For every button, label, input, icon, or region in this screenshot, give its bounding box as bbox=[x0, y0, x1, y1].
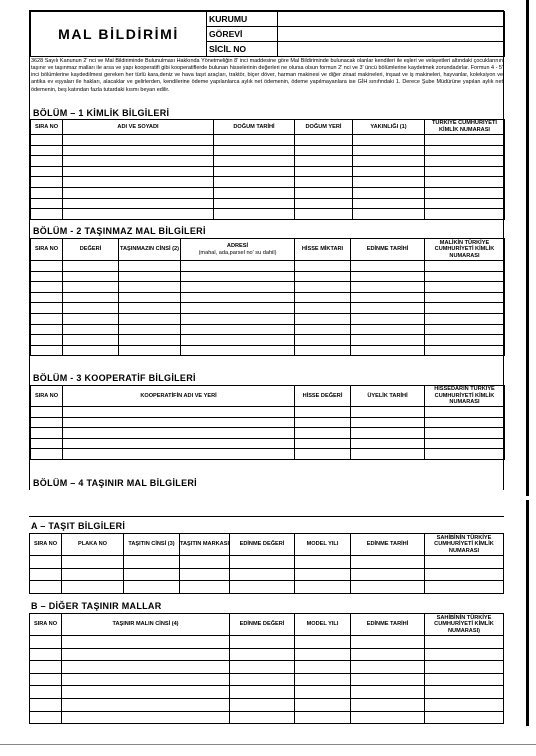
table-cell[interactable] bbox=[295, 313, 351, 324]
table-cell[interactable] bbox=[119, 313, 181, 324]
table-cell[interactable] bbox=[119, 282, 181, 293]
table-cell[interactable] bbox=[119, 345, 181, 356]
table-row bbox=[31, 335, 505, 346]
table-row bbox=[31, 271, 505, 282]
table-cell[interactable] bbox=[230, 698, 295, 711]
table-cell[interactable] bbox=[62, 698, 230, 711]
table-cell[interactable] bbox=[180, 556, 230, 569]
table-cell[interactable] bbox=[295, 135, 353, 146]
table-cell[interactable] bbox=[295, 686, 351, 699]
table-cell[interactable] bbox=[230, 581, 295, 594]
table-row bbox=[31, 292, 505, 303]
table-row bbox=[31, 166, 505, 177]
table-cell[interactable] bbox=[351, 303, 425, 314]
table-cell[interactable] bbox=[181, 313, 295, 324]
table-cell[interactable] bbox=[230, 711, 295, 724]
table-cell[interactable] bbox=[351, 673, 425, 686]
table-cell[interactable] bbox=[295, 156, 353, 167]
table-cell[interactable] bbox=[351, 438, 425, 449]
table-cell[interactable] bbox=[31, 177, 63, 188]
table-cell[interactable] bbox=[351, 261, 425, 272]
section-3-title: BÖLÜM - 3 KOOPERATİF BİLGİLERİ bbox=[33, 373, 196, 383]
table-cell[interactable] bbox=[181, 335, 295, 346]
table-row bbox=[31, 135, 505, 146]
col-header: TAŞINMAZIN CİNSİ (2) bbox=[119, 239, 181, 261]
col-header: TAŞINIR MALIN CİNSİ (4) bbox=[62, 614, 230, 636]
table-cell[interactable] bbox=[351, 313, 425, 324]
table-cell[interactable] bbox=[353, 145, 425, 156]
table-cell[interactable] bbox=[351, 345, 425, 356]
table-cell[interactable] bbox=[63, 345, 119, 356]
table-cell[interactable] bbox=[214, 145, 295, 156]
table-cell[interactable] bbox=[353, 166, 425, 177]
table-cell[interactable] bbox=[30, 686, 62, 699]
table-cell[interactable] bbox=[124, 581, 180, 594]
col-header: TÜRKİYE CUMHURİYETİ KİMLİK NUMARASI bbox=[425, 120, 505, 135]
table-cell[interactable] bbox=[63, 428, 295, 439]
table-cell[interactable] bbox=[353, 135, 425, 146]
table-row bbox=[31, 282, 505, 293]
table-cell[interactable] bbox=[31, 198, 63, 209]
col-header: EDİNME TARİHİ bbox=[351, 614, 425, 636]
header-field-sicil[interactable] bbox=[278, 42, 505, 57]
table-row bbox=[30, 686, 504, 699]
table-cell[interactable] bbox=[63, 145, 214, 156]
table-cell[interactable] bbox=[63, 335, 119, 346]
col-header: DOĞUM YERİ bbox=[295, 120, 353, 135]
table-cell[interactable] bbox=[62, 686, 230, 699]
table-cell[interactable] bbox=[351, 292, 425, 303]
table-cell[interactable] bbox=[31, 166, 63, 177]
table-cell[interactable] bbox=[30, 556, 62, 569]
col-header: HİSSE DEĞERİ bbox=[295, 386, 351, 407]
col-header: MALİKİN TÜRKİYE CUMHURİYETİ KİMLİK NUMARASI bbox=[425, 239, 505, 261]
col-header bbox=[181, 239, 295, 261]
table-cell[interactable] bbox=[295, 673, 351, 686]
table-cell[interactable] bbox=[31, 345, 63, 356]
table-cell[interactable] bbox=[425, 428, 505, 439]
table-cell[interactable] bbox=[295, 292, 351, 303]
table-cell[interactable] bbox=[295, 661, 351, 674]
table-cell[interactable] bbox=[30, 711, 62, 724]
col-header: SIRA NO bbox=[30, 614, 62, 636]
table-cell[interactable] bbox=[181, 292, 295, 303]
table-cell[interactable] bbox=[295, 345, 351, 356]
table-cell[interactable] bbox=[351, 648, 425, 661]
table-cell[interactable] bbox=[31, 313, 63, 324]
table-cell[interactable] bbox=[295, 282, 351, 293]
table-cell[interactable] bbox=[62, 581, 124, 594]
table-cell[interactable] bbox=[119, 292, 181, 303]
col-header: TAŞITIN CİNSİ (3) bbox=[124, 534, 180, 556]
table-row bbox=[31, 303, 505, 314]
address-hint: (mahal, ada,parsel no' su dahil) bbox=[198, 249, 277, 256]
table-cell[interactable] bbox=[63, 407, 295, 418]
table-cell[interactable] bbox=[353, 198, 425, 209]
col-header: KOOPERATİFİN ADI VE YERİ bbox=[63, 386, 295, 407]
header-label-sicil: SİCİL NO bbox=[207, 42, 278, 57]
table-cell[interactable] bbox=[295, 648, 351, 661]
table-cell[interactable] bbox=[31, 261, 63, 272]
table-cell[interactable] bbox=[425, 698, 504, 711]
col-header: HİSSEDARIN TÜRKİYE CUMHURİYETİ KİMLİK NUMARASI bbox=[425, 386, 505, 407]
col-header: YAKINLIĞI (1) bbox=[353, 120, 425, 135]
table-cell[interactable] bbox=[31, 417, 63, 428]
table-cell[interactable] bbox=[62, 556, 124, 569]
table-cell[interactable] bbox=[351, 407, 425, 418]
table-cell[interactable] bbox=[62, 673, 230, 686]
table-row bbox=[30, 556, 504, 569]
table-cell[interactable] bbox=[119, 324, 181, 335]
table-cell[interactable] bbox=[425, 711, 504, 724]
table-cell[interactable] bbox=[31, 324, 63, 335]
table-cell[interactable] bbox=[425, 661, 504, 674]
table-cell[interactable] bbox=[353, 156, 425, 167]
table-cell[interactable] bbox=[63, 438, 295, 449]
section-4-title: BÖLÜM – 4 TAŞINIR MAL BİLGİLERİ bbox=[33, 478, 197, 488]
section-a-title: A – TAŞIT BİLGİLERİ bbox=[31, 521, 126, 531]
table-cell[interactable] bbox=[63, 324, 119, 335]
table-cell[interactable] bbox=[124, 568, 180, 581]
table-cell[interactable] bbox=[295, 428, 351, 439]
col-header: DEĞERİ bbox=[63, 239, 119, 261]
form-header bbox=[30, 11, 505, 57]
col-header: DOĞUM TARİHİ bbox=[214, 120, 295, 135]
table-cell[interactable] bbox=[425, 556, 504, 569]
col-header: SIRA NO bbox=[30, 534, 62, 556]
table-cell[interactable] bbox=[31, 271, 63, 282]
table-cell[interactable] bbox=[351, 449, 425, 460]
table-row bbox=[30, 568, 504, 581]
table-cell[interactable] bbox=[353, 209, 425, 220]
table-cell[interactable] bbox=[425, 145, 505, 156]
table-cell[interactable] bbox=[30, 698, 62, 711]
table-cell[interactable] bbox=[214, 135, 295, 146]
table-cell[interactable] bbox=[214, 166, 295, 177]
table-row bbox=[30, 698, 504, 711]
table-cell[interactable] bbox=[425, 449, 505, 460]
table-row bbox=[31, 324, 505, 335]
table-cell[interactable] bbox=[63, 271, 119, 282]
table-cell[interactable] bbox=[31, 438, 63, 449]
table-row bbox=[30, 673, 504, 686]
table-cell[interactable] bbox=[295, 711, 351, 724]
table-cell[interactable] bbox=[295, 324, 351, 335]
col-header: SAHİBİNİN TÜRKİYE CUMHURİYETİ KİMLİK NUMARASI) bbox=[425, 614, 504, 636]
col-header: SIRA NO bbox=[31, 386, 63, 407]
table-cell[interactable] bbox=[31, 156, 63, 167]
table-cell[interactable] bbox=[425, 581, 504, 594]
table-row bbox=[30, 636, 504, 649]
table-cell[interactable] bbox=[295, 187, 353, 198]
table-cell[interactable] bbox=[351, 581, 425, 594]
section-b-title: B – DİĞER TAŞINIR MALLAR bbox=[31, 601, 162, 611]
table-cell[interactable] bbox=[295, 209, 353, 220]
table-cell[interactable] bbox=[230, 568, 295, 581]
page-edge bbox=[526, 0, 529, 496]
table-cell[interactable] bbox=[62, 661, 230, 674]
table-cell[interactable] bbox=[181, 345, 295, 356]
table-cell[interactable] bbox=[353, 177, 425, 188]
table-cell[interactable] bbox=[181, 282, 295, 293]
section-2-table bbox=[30, 238, 505, 356]
table-row bbox=[31, 345, 505, 356]
table-cell[interactable] bbox=[31, 428, 63, 439]
table-cell[interactable] bbox=[295, 698, 351, 711]
table-cell[interactable] bbox=[63, 198, 214, 209]
table-cell[interactable] bbox=[425, 636, 504, 649]
header-field-kurum[interactable] bbox=[278, 12, 505, 27]
table-row bbox=[31, 407, 505, 418]
table-cell[interactable] bbox=[425, 324, 505, 335]
table-cell[interactable] bbox=[425, 292, 505, 303]
table-cell[interactable] bbox=[230, 648, 295, 661]
table-cell[interactable] bbox=[62, 636, 230, 649]
form-page-2 bbox=[29, 516, 504, 728]
table-cell[interactable] bbox=[425, 261, 505, 272]
table-row bbox=[31, 313, 505, 324]
section-2-title: BÖLÜM - 2 TAŞINMAZ MAL BİLGİLERİ bbox=[33, 226, 206, 236]
table-cell[interactable] bbox=[295, 636, 351, 649]
intro-paragraph: 3628 Sayılı Kanunun 2' nci ve Mal Bildiriminde Bulunulması Hakkında Yönetmeliğin 8' inci maddesine göre Mal Bildiriminde bulunacak olanlar kendileri ile eşleri ve velayetleri altındaki çocuklarının taşınır ve taşınmaz malları ile arsa ve yapı kooperatifi gibi kooperatiflerde bulunan hisselerinin değerleri ne olursa olsun formun 2' nci ve 3' üncü bölümlerine kaydetmek zorundadırlar. Formun 4 - 5' inci bölümlerine kaydedilmesi gereken her türlü kara,deniz ve hava taşıt araçları, traktör, biçer döver, harman makinesi ve diğer ziraat makineleri, inşaat ve iş makineleri, hayvanlar, koleksiyon ve antika ev eşyaları ile hakları, alacaklar ve gelirlerden, kendilerine ödeme yapılanlarca aylık net ödemenin, ödeme yapılmayanlara ise GİH sınıfındaki 1. Derece Şube Müdürüne yapılan aylık net ödemenin, beş katından fazla tutardaki kısmı beyan edilir. bbox=[31, 58, 503, 93]
col-header: EDİNME DEĞERİ bbox=[230, 534, 295, 556]
table-cell[interactable] bbox=[295, 438, 351, 449]
table-cell[interactable] bbox=[214, 156, 295, 167]
table-cell[interactable] bbox=[425, 335, 505, 346]
col-header: SAHİBİNİN TÜRKİYE CUMHURİYETİ KİMLİK NUMARASI bbox=[425, 534, 504, 556]
table-cell[interactable] bbox=[425, 686, 504, 699]
table-cell[interactable] bbox=[214, 177, 295, 188]
table-cell[interactable] bbox=[181, 324, 295, 335]
table-cell[interactable] bbox=[425, 135, 505, 146]
table-cell[interactable] bbox=[63, 166, 214, 177]
table-cell[interactable] bbox=[30, 661, 62, 674]
table-cell[interactable] bbox=[181, 271, 295, 282]
table-cell[interactable] bbox=[425, 198, 505, 209]
table-row bbox=[31, 438, 505, 449]
table-row bbox=[31, 428, 505, 439]
table-cell[interactable] bbox=[30, 636, 62, 649]
table-cell[interactable] bbox=[295, 581, 351, 594]
table-cell[interactable] bbox=[295, 556, 351, 569]
table-cell[interactable] bbox=[119, 335, 181, 346]
table-cell[interactable] bbox=[63, 135, 214, 146]
table-cell[interactable] bbox=[351, 698, 425, 711]
table-cell[interactable] bbox=[351, 324, 425, 335]
table-cell[interactable] bbox=[425, 282, 505, 293]
table-cell[interactable] bbox=[351, 568, 425, 581]
table-cell[interactable] bbox=[351, 271, 425, 282]
col-header: ÜYELİK TARİHİ bbox=[351, 386, 425, 407]
col-header: SIRA NO bbox=[31, 239, 63, 261]
table-cell[interactable] bbox=[295, 417, 351, 428]
header-label-gorev: GÖREVİ bbox=[207, 27, 278, 42]
table-cell[interactable] bbox=[351, 686, 425, 699]
header-label-kurum: KURUMU bbox=[207, 12, 278, 27]
col-header: MODEL YILI bbox=[295, 534, 351, 556]
table-cell[interactable] bbox=[31, 135, 63, 146]
table-cell[interactable] bbox=[63, 313, 119, 324]
table-cell[interactable] bbox=[230, 556, 295, 569]
table-cell[interactable] bbox=[31, 282, 63, 293]
table-cell[interactable] bbox=[425, 417, 505, 428]
table-cell[interactable] bbox=[63, 209, 214, 220]
table-cell[interactable] bbox=[425, 187, 505, 198]
table-cell[interactable] bbox=[124, 556, 180, 569]
table-cell[interactable] bbox=[351, 335, 425, 346]
table-cell[interactable] bbox=[425, 177, 505, 188]
table-cell[interactable] bbox=[425, 303, 505, 314]
col-header: PLAKA NO bbox=[62, 534, 124, 556]
table-cell[interactable] bbox=[230, 636, 295, 649]
table-row bbox=[31, 145, 505, 156]
table-cell[interactable] bbox=[63, 449, 295, 460]
table-row bbox=[30, 661, 504, 674]
table-cell[interactable] bbox=[63, 261, 119, 272]
table-row bbox=[31, 177, 505, 188]
table-cell[interactable] bbox=[214, 187, 295, 198]
table-cell[interactable] bbox=[62, 711, 230, 724]
table-row bbox=[31, 449, 505, 460]
table-cell[interactable] bbox=[425, 209, 505, 220]
table-cell[interactable] bbox=[30, 568, 62, 581]
table-cell[interactable] bbox=[425, 568, 504, 581]
table-row bbox=[30, 581, 504, 594]
table-row bbox=[30, 711, 504, 724]
table-cell[interactable] bbox=[31, 292, 63, 303]
table-cell[interactable] bbox=[351, 661, 425, 674]
table-cell[interactable] bbox=[230, 661, 295, 674]
table-row bbox=[31, 209, 505, 220]
col-header: EDİNME TARİHİ bbox=[351, 239, 425, 261]
address-label: ADRESİ bbox=[226, 242, 249, 249]
table-cell[interactable] bbox=[30, 648, 62, 661]
table-cell[interactable] bbox=[295, 335, 351, 346]
table-cell[interactable] bbox=[63, 303, 119, 314]
col-header: MODEL YILI bbox=[295, 614, 351, 636]
table-cell[interactable] bbox=[351, 711, 425, 724]
table-cell[interactable] bbox=[295, 198, 353, 209]
col-header: TAŞITIN MARKASI bbox=[180, 534, 230, 556]
section-3-table bbox=[30, 385, 505, 460]
table-cell[interactable] bbox=[295, 271, 351, 282]
table-cell[interactable] bbox=[119, 261, 181, 272]
page-bottom-rule bbox=[0, 744, 536, 745]
table-cell[interactable] bbox=[230, 686, 295, 699]
table-cell[interactable] bbox=[351, 417, 425, 428]
table-cell[interactable] bbox=[63, 156, 214, 167]
table-cell[interactable] bbox=[295, 407, 351, 418]
table-cell[interactable] bbox=[351, 636, 425, 649]
table-cell[interactable] bbox=[425, 271, 505, 282]
table-cell[interactable] bbox=[425, 673, 504, 686]
table-cell[interactable] bbox=[230, 673, 295, 686]
table-row bbox=[31, 198, 505, 209]
table-cell[interactable] bbox=[31, 449, 63, 460]
table-cell[interactable] bbox=[62, 648, 230, 661]
table-row bbox=[31, 156, 505, 167]
table-cell[interactable] bbox=[295, 303, 351, 314]
page-edge-lower bbox=[526, 500, 529, 726]
table-cell[interactable] bbox=[181, 303, 295, 314]
table-row bbox=[31, 417, 505, 428]
col-header: EDİNME TARİHİ bbox=[351, 534, 425, 556]
section-b-table bbox=[29, 613, 504, 724]
table-cell[interactable] bbox=[295, 568, 351, 581]
table-cell[interactable] bbox=[30, 673, 62, 686]
table-cell[interactable] bbox=[351, 428, 425, 439]
table-cell[interactable] bbox=[351, 556, 425, 569]
table-cell[interactable] bbox=[31, 335, 63, 346]
col-header: HİSSE MİKTARI bbox=[295, 239, 351, 261]
table-cell[interactable] bbox=[425, 156, 505, 167]
table-cell[interactable] bbox=[30, 581, 62, 594]
table-cell[interactable] bbox=[119, 303, 181, 314]
section-1-title: BÖLÜM – 1 KİMLİK BİLGİLERİ bbox=[33, 108, 170, 118]
table-cell[interactable] bbox=[425, 345, 505, 356]
table-cell[interactable] bbox=[295, 261, 351, 272]
col-header: EDİNME DEĞERİ bbox=[230, 614, 295, 636]
table-cell[interactable] bbox=[63, 292, 119, 303]
table-cell[interactable] bbox=[180, 568, 230, 581]
table-cell[interactable] bbox=[181, 261, 295, 272]
table-cell[interactable] bbox=[31, 187, 63, 198]
table-cell[interactable] bbox=[63, 187, 214, 198]
table-cell[interactable] bbox=[31, 303, 63, 314]
table-cell[interactable] bbox=[425, 438, 505, 449]
table-cell[interactable] bbox=[351, 282, 425, 293]
table-row bbox=[31, 261, 505, 272]
form-title: MAL BİLDİRİMİ bbox=[31, 12, 207, 57]
table-cell[interactable] bbox=[214, 209, 295, 220]
form-page-1 bbox=[29, 10, 504, 490]
table-cell[interactable] bbox=[425, 407, 505, 418]
table-cell[interactable] bbox=[295, 166, 353, 177]
table-cell[interactable] bbox=[295, 177, 353, 188]
table-cell[interactable] bbox=[214, 198, 295, 209]
table-cell[interactable] bbox=[63, 417, 295, 428]
table-cell[interactable] bbox=[295, 449, 351, 460]
table-cell[interactable] bbox=[295, 145, 353, 156]
table-cell[interactable] bbox=[63, 177, 214, 188]
table-cell[interactable] bbox=[425, 313, 505, 324]
table-row bbox=[31, 187, 505, 198]
table-row bbox=[30, 648, 504, 661]
table-cell[interactable] bbox=[62, 568, 124, 581]
section-a-table bbox=[29, 533, 504, 594]
table-cell[interactable] bbox=[31, 407, 63, 418]
table-cell[interactable] bbox=[31, 145, 63, 156]
table-cell[interactable] bbox=[353, 187, 425, 198]
section-1-table bbox=[30, 119, 505, 220]
table-cell[interactable] bbox=[63, 282, 119, 293]
table-cell[interactable] bbox=[425, 166, 505, 177]
col-header: ADI VE SOYADI bbox=[63, 120, 214, 135]
table-cell[interactable] bbox=[425, 648, 504, 661]
table-cell[interactable] bbox=[119, 271, 181, 282]
col-header: SIRA NO bbox=[31, 120, 63, 135]
header-field-gorev[interactable] bbox=[278, 27, 505, 42]
table-cell[interactable] bbox=[180, 581, 230, 594]
table-cell[interactable] bbox=[31, 209, 63, 220]
